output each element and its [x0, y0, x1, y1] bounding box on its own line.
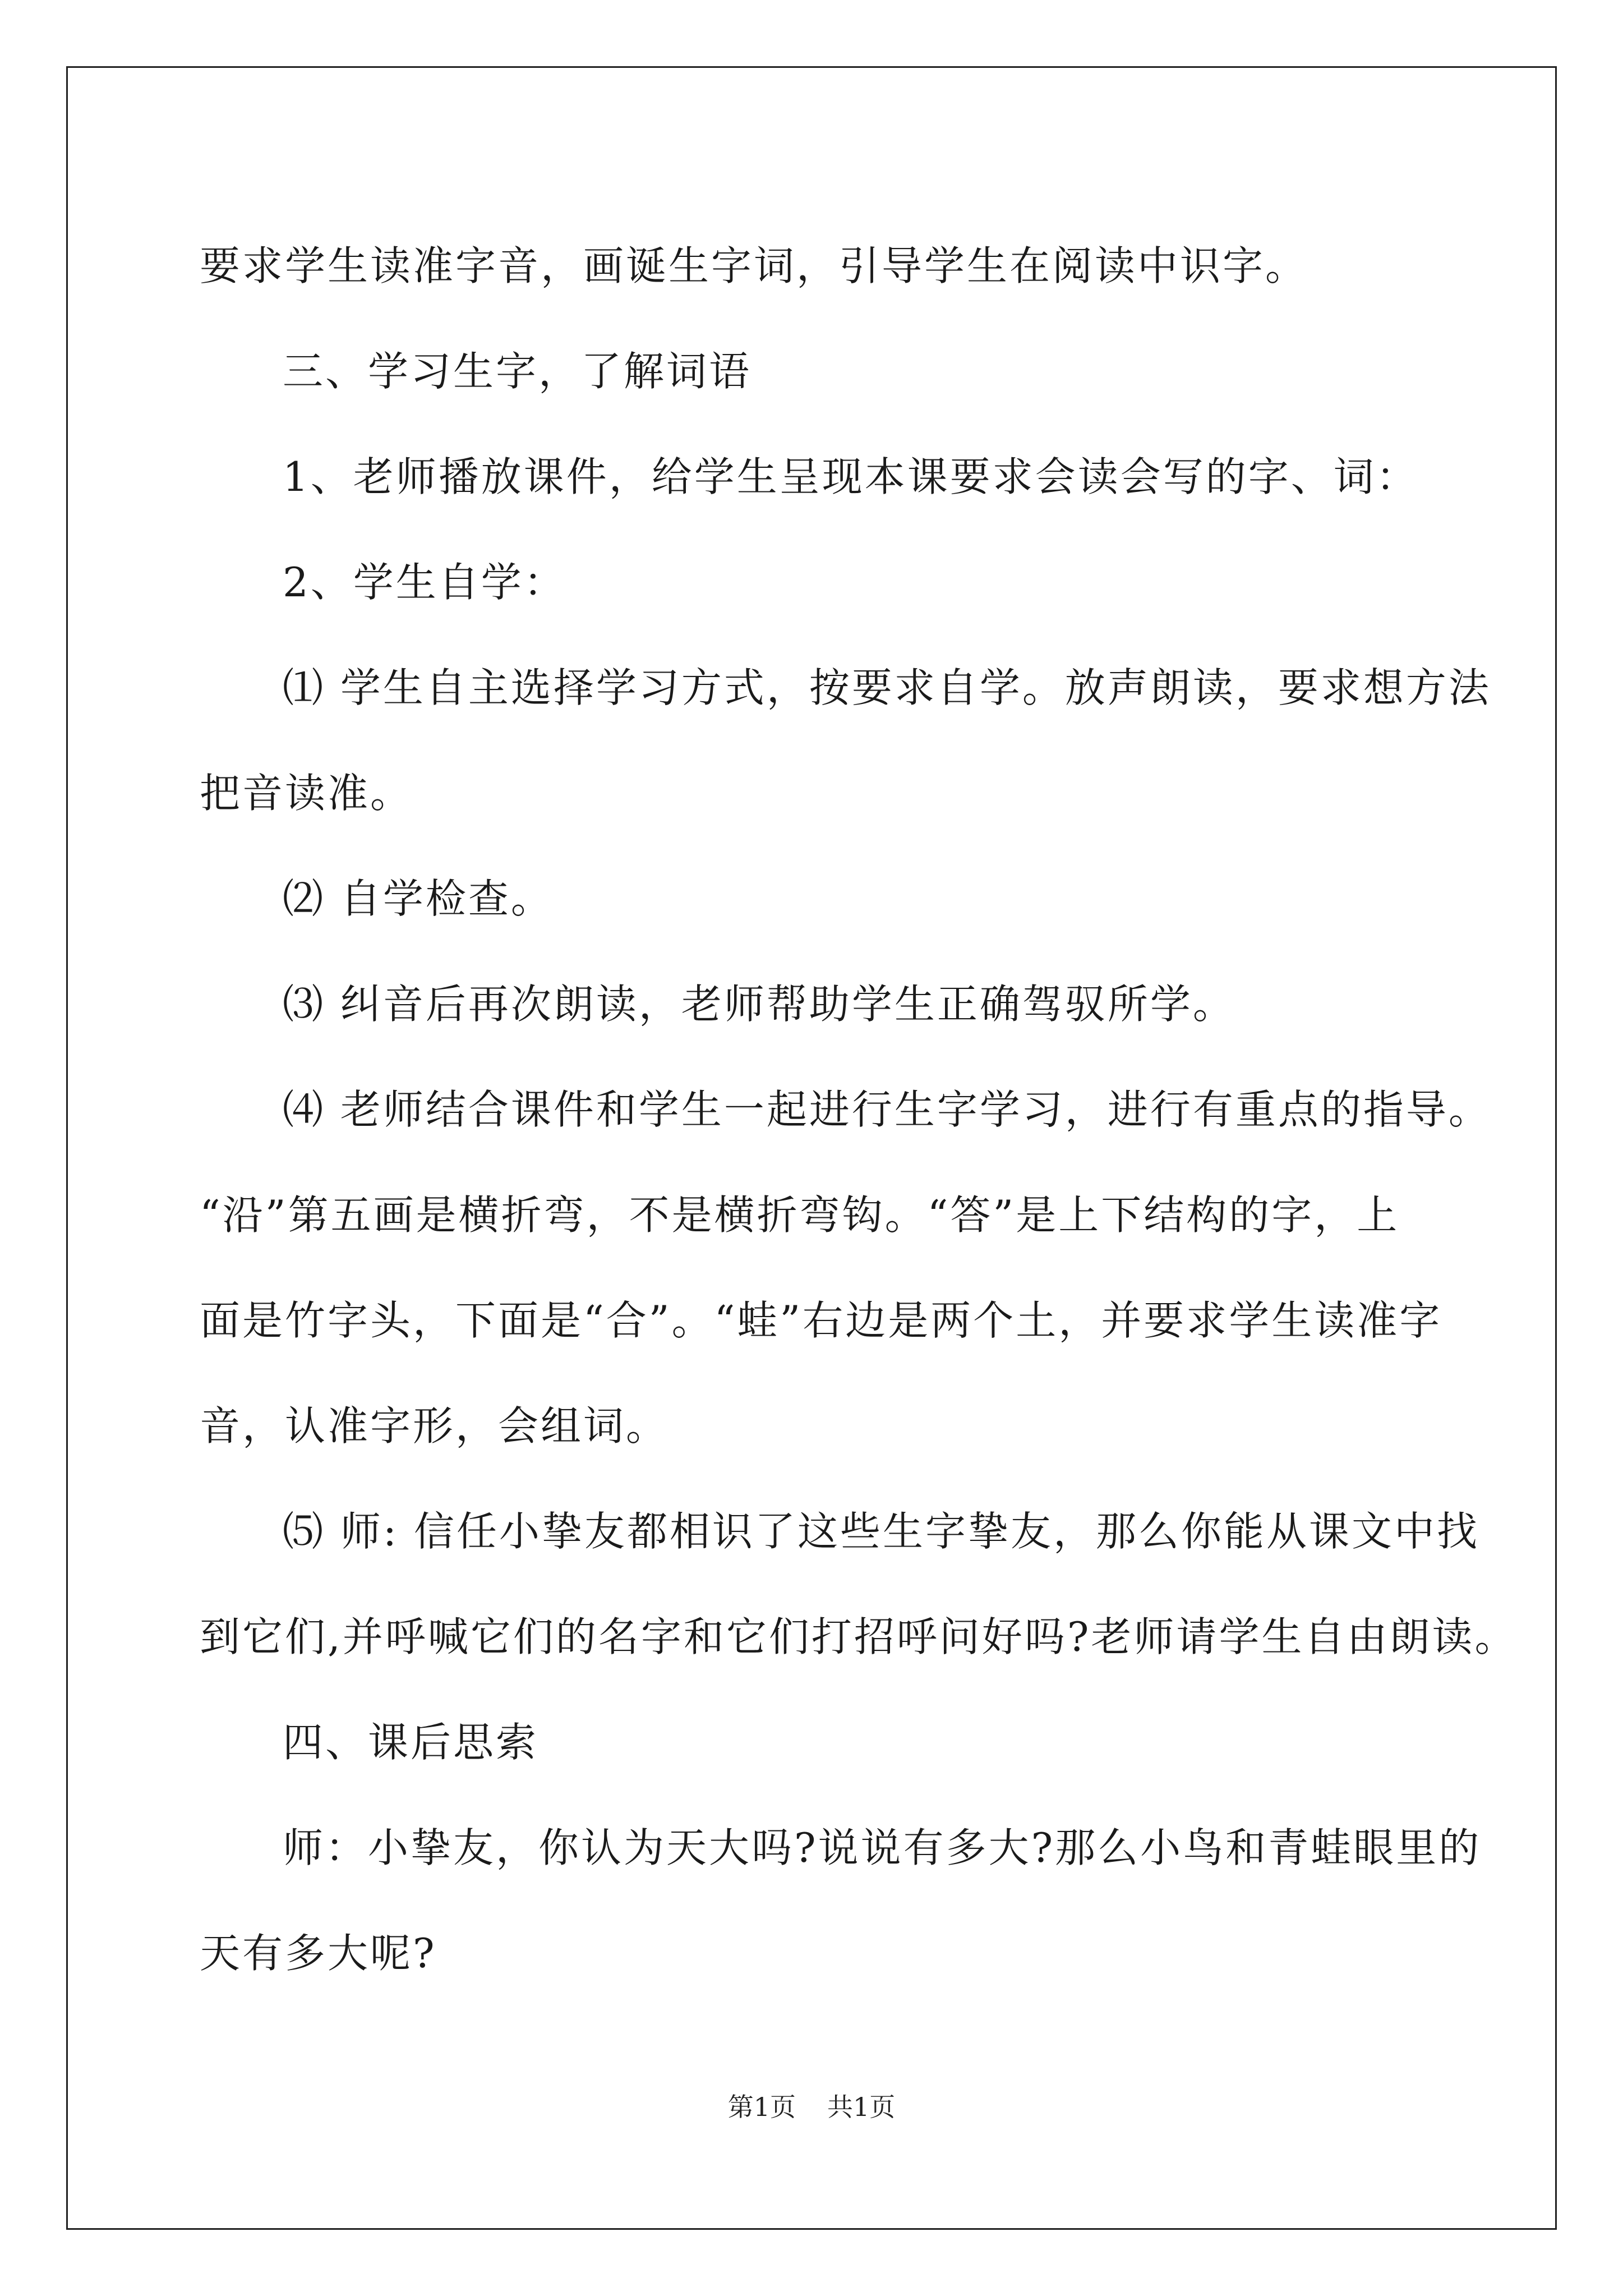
- paragraph-line: “沿”第五画是横折弯，不是横折弯钩。“答”是上下结构的字，上: [200, 1191, 1400, 1239]
- paragraph-line: 2、学生自学：: [283, 559, 566, 606]
- paragraph-line: ⑷ 老师结合课件和学生一起进行生字学习，进行有重点的指导。: [283, 1086, 1491, 1133]
- page-number-current: 第1页: [727, 2092, 796, 2122]
- paragraph-line: ⑸ 师: 信任小挚友都相识了这些生字挚友，那么你能从课文中找: [283, 1508, 1480, 1555]
- paragraph-line: 1、老师播放课件，给学生呈现本课要求会读会写的字、词：: [283, 453, 1419, 500]
- page-footer: [0, 2087, 1623, 2124]
- section-heading: 四、课后思索: [283, 1719, 539, 1766]
- paragraph-line: 要求学生读准字音，画诞生字词，引导学生在阅读中识字。: [200, 242, 1308, 289]
- section-heading: 三、学习生字，了解词语: [283, 348, 752, 395]
- paragraph-line: 音，认准字形，会组词。: [200, 1402, 669, 1450]
- paragraph-line: ⑴ 学生自主选择学习方式，按要求自学。放声朗读，要求想方法: [283, 664, 1491, 711]
- paragraph-line: 面是竹字头，下面是“合”。“蛙”右边是两个土，并要求学生读准字: [200, 1297, 1442, 1344]
- document-body: [200, 213, 1518, 2006]
- paragraph-line: 师：小挚友，你认为天大吗?说说有多大?那么小鸟和青蛙眼里的: [283, 1824, 1482, 1871]
- paragraph-line: 到它们,并呼喊它们的名字和它们打招呼问好吗?老师请学生自由朗读。: [200, 1613, 1518, 1660]
- paragraph-line: 天有多大呢?: [200, 1930, 437, 1977]
- paragraph-line: ⑶ 纠音后再次朗读，老师帮助学生正确驾驭所学。: [283, 981, 1235, 1028]
- paragraph-line: ⑵ 自学检查。: [283, 875, 554, 922]
- page-number-total: 共1页: [827, 2092, 896, 2122]
- paragraph-line: 把音读准。: [200, 770, 413, 817]
